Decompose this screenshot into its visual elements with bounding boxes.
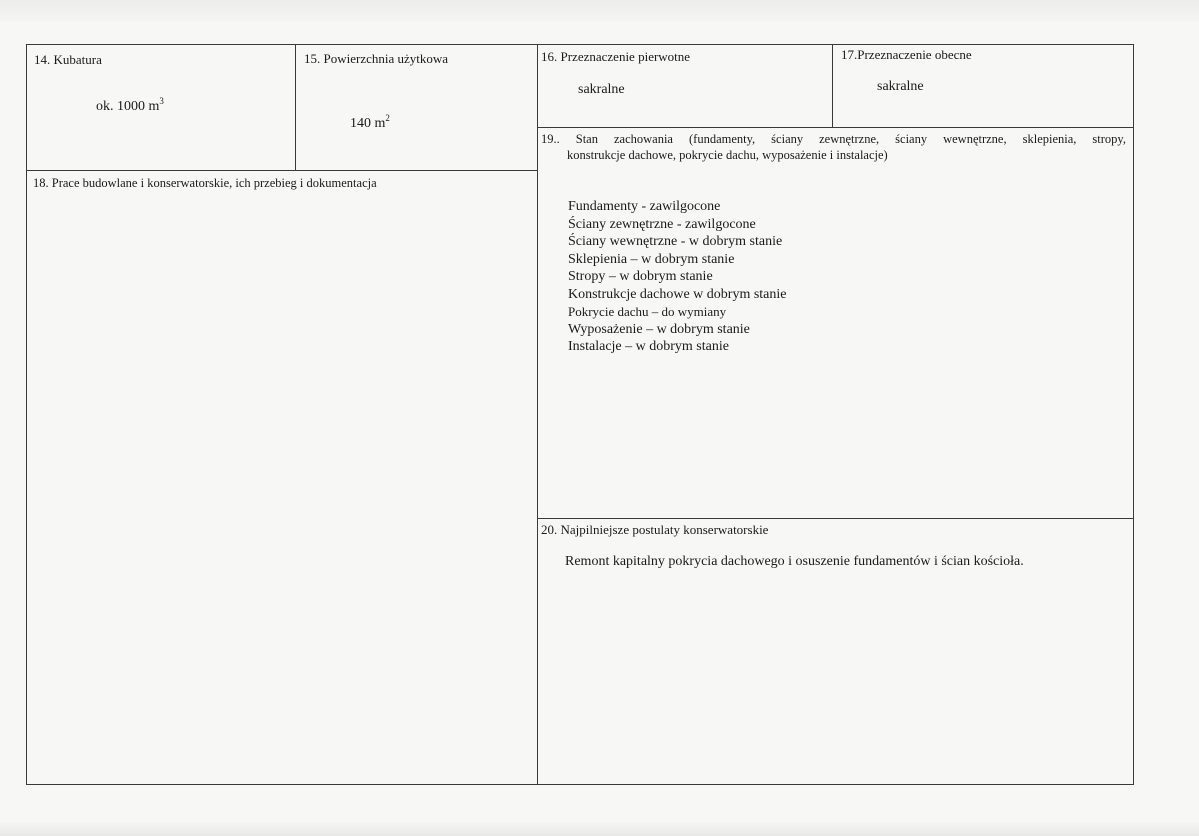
list-item: Stropy – w dobrym stanie: [568, 269, 713, 284]
divider-14-15: [295, 44, 296, 170]
divider-16-17: [832, 44, 833, 127]
scan-bottom-edge: [0, 822, 1199, 836]
list-item: Ściany wewnętrzne - w dobrym stanie: [568, 234, 783, 249]
list-item: Pokrycie dachu – do wymiany: [568, 304, 727, 319]
field-14-value: [96, 96, 164, 114]
field-19-label: [541, 131, 1126, 163]
table-border-left: [26, 44, 27, 785]
field-17-value: sakralne: [877, 79, 924, 94]
field-20-value: Remont kapitalny pokrycia dachowego i osuszenie fundamentów i ścian kościoła.: [565, 554, 1024, 569]
field-19-label-line2: konstrukcje dachowe, pokrycie dachu, wyposażenie i instalacje): [567, 148, 888, 162]
list-item: Konstrukcje dachowe w dobrym stanie: [568, 286, 787, 302]
field-14-label: 14. Kubatura: [34, 52, 102, 67]
condition-list: [568, 198, 787, 356]
field-18-label: 18. Prace budowlane i konserwatorskie, ich przebieg i dokumentacja: [33, 176, 377, 190]
field-14-value-text: ok. 1000 m: [96, 99, 160, 114]
field-19-label-line1: 19.. Stan zachowania (fundamenty, ściany zewnętrzne, ściany wewnętrzne, sklepienia, stropy,: [541, 132, 1126, 146]
field-17-label: 17.Przeznaczenie obecne: [841, 47, 972, 62]
field-16-value: sakralne: [578, 82, 625, 97]
divider-row-19-20: [537, 518, 1134, 519]
table-border-top: [26, 44, 1134, 45]
field-20-label: 20. Najpilniejsze postulaty konserwatorskie: [541, 522, 769, 537]
field-14-unit-exponent: 3: [159, 96, 164, 106]
divider-left-right: [537, 44, 538, 785]
list-item: Instalacje – w dobrym stanie: [568, 339, 729, 354]
list-item: Fundamenty - zawilgocone: [568, 199, 721, 214]
list-item: Ściany zewnętrzne - zawilgocone: [568, 216, 756, 232]
table-border-right: [1133, 44, 1134, 785]
field-16-label: 16. Przeznaczenie pierwotne: [541, 49, 691, 64]
divider-row-16-19: [537, 127, 1134, 128]
table-border-bottom: [26, 784, 1134, 785]
field-15-label: 15. Powierzchnia użytkowa: [304, 51, 449, 66]
list-item: Sklepienia – w dobrym stanie: [568, 251, 735, 267]
field-15-unit-exponent: 2: [385, 113, 390, 123]
divider-row-14-18: [26, 170, 537, 171]
field-15-value-text: 140 m: [350, 116, 386, 131]
field-15-value: [350, 113, 390, 131]
scan-top-edge: [0, 0, 1199, 22]
list-item: Wyposażenie – w dobrym stanie: [568, 321, 750, 337]
